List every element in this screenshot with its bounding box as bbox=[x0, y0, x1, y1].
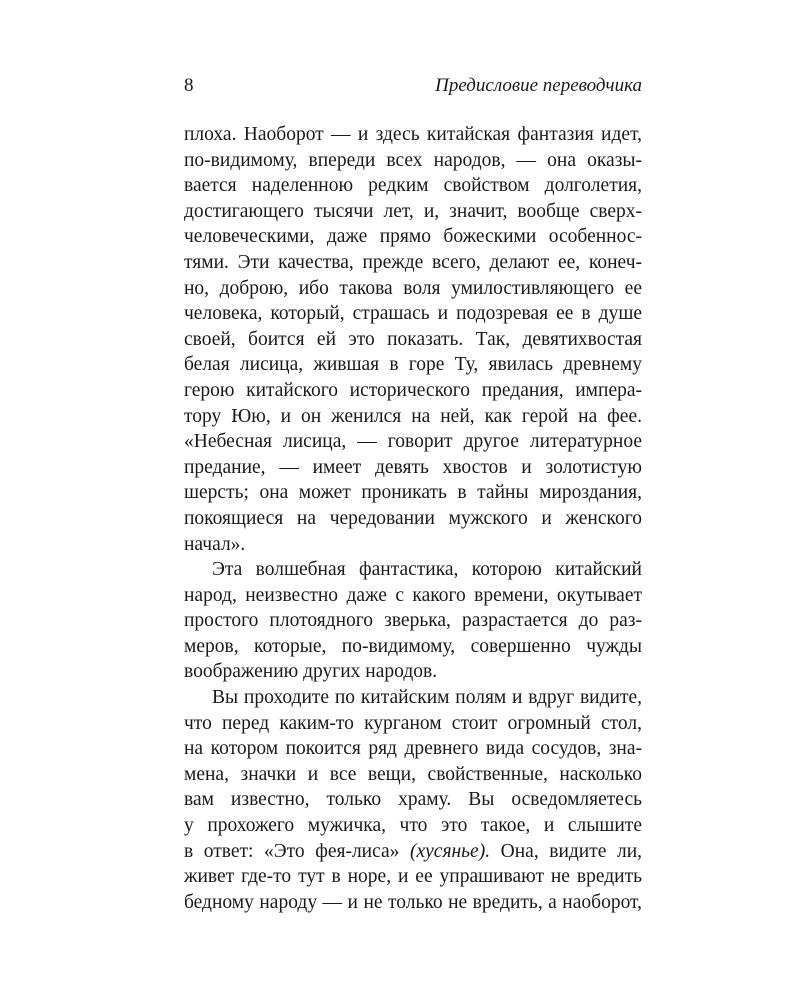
line-tail: Она, видите ли, bbox=[490, 840, 643, 862]
line-text: в ответ: «Это фея-лиса» bbox=[184, 840, 400, 862]
text-line: своей, боится ей это показать. Так, девятихвостая bbox=[184, 328, 642, 350]
text-line: на котором покоится ряд древнего вида сосудов, зна- bbox=[184, 738, 642, 760]
text-line: вается наделенною редким свойством долголетия, bbox=[184, 175, 642, 197]
text-line: бедному народу — и не только не вредить, а наоборот, bbox=[184, 891, 642, 913]
text-line: мена, значки и все вещи, свойственные, насколько bbox=[184, 763, 642, 785]
text-line: человека, который, страшась и подозревая ее в душе bbox=[184, 303, 642, 325]
text-line: покоящиеся на чередовании мужского и женского bbox=[184, 507, 642, 529]
text-line: тями. Эти качества, прежде всего, делают ее, конеч- bbox=[184, 251, 642, 273]
text-line: у прохожего мужичка, что это такое, и слышите bbox=[184, 815, 642, 837]
text-line: по-видимому, впереди всех народов, — она оказы- bbox=[184, 149, 642, 171]
text-line: достигающего тысячи лет, и, значит, вообще сверх- bbox=[184, 200, 642, 222]
text-line: белая лисица, жившая в горе Ту, явилась древнему bbox=[184, 354, 642, 376]
text-line: народ, неизвестно даже с какого времени, окутывает bbox=[184, 584, 642, 606]
text-line: живет где-то тут в норе, и ее упрашивают не вредить bbox=[184, 866, 642, 888]
text-line: герою китайского исторического предания, импера- bbox=[184, 379, 642, 401]
paragraph-first-line: Эта волшебная фантастика, которою китайский bbox=[212, 559, 642, 581]
running-head: Предисловие переводчика bbox=[435, 75, 642, 96]
text-line: шерсть; она может проникать в тайны мироздания, bbox=[184, 482, 642, 504]
paragraph-end-line: воображению других народов. bbox=[184, 661, 438, 683]
text-line: тору Юю, и он женился на ней, как герой на фее. bbox=[184, 405, 642, 427]
text-line: что перед каким-то курганом стоит огромный стол, bbox=[184, 712, 642, 734]
text-line: простого плотоядного зверька, разрастается до раз- bbox=[184, 610, 642, 632]
text-line: предание, — имеет девять хвостов и золотистую bbox=[184, 456, 642, 478]
text-line: человеческими, даже прямо божескими особеннос- bbox=[184, 226, 642, 248]
text-line-with-italic bbox=[184, 839, 642, 865]
text-line: вам известно, только храму. Вы осведомляетесь bbox=[184, 789, 642, 811]
italic-term: (хусянье). bbox=[409, 840, 491, 862]
body-text bbox=[184, 122, 642, 915]
text-line: плоха. Наоборот — и здесь китайская фантазия идет, bbox=[184, 124, 642, 145]
page-number: 8 bbox=[184, 75, 194, 96]
text-line: но, доброю, ибо такова воля умилостивляющего ее bbox=[184, 277, 642, 299]
text-line: «Небесная лисица, — говорит другое литературное bbox=[184, 431, 642, 453]
paragraph-first-line: Вы проходите по китайским полям и вдруг видите, bbox=[212, 687, 642, 709]
text-line: меров, которые, по-видимому, совершенно чужды bbox=[184, 635, 642, 657]
paragraph-end-line: начал». bbox=[184, 533, 246, 555]
